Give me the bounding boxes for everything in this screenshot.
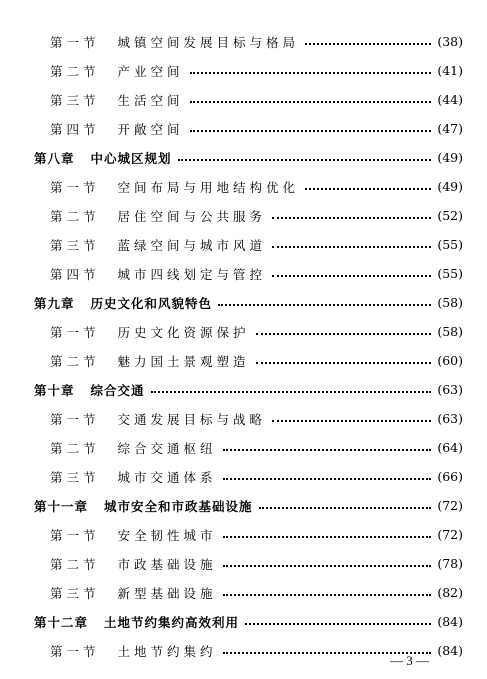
toc-section-entry[interactable] [0,433,487,462]
toc-chapter-entry[interactable] [0,491,487,520]
dot-leader [272,265,431,277]
dot-leader [223,526,432,538]
section-title: 市政基础设施 [117,556,217,572]
section-number: 第二节 [50,556,100,572]
section-number: 第三节 [50,237,100,253]
toc-chapter-entry[interactable] [0,375,487,404]
chapter-title: 历史文化和风貌特色 [90,295,213,311]
section-title: 综合交通枢纽 [117,440,217,456]
page-number: — 3 — [390,653,429,668]
dot-leader [272,207,431,219]
section-title: 土地节约集约 [117,643,217,659]
chapter-number: 第十二章 [34,614,89,630]
section-number: 第三节 [50,469,100,485]
toc-chapter-entry[interactable] [0,288,487,317]
chapter-number: 第九章 [34,295,75,311]
section-number: 第四节 [50,121,100,137]
section-title: 蓝绿空间与城市风道 [117,237,267,253]
dot-leader [223,555,432,567]
toc-section-entry[interactable] [0,27,487,56]
dot-leader [190,62,432,74]
toc-section-entry[interactable] [0,230,487,259]
page-reference: (64) [437,440,463,455]
toc-chapter-entry[interactable] [0,143,487,172]
section-number: 第三节 [50,585,100,601]
dot-leader [272,410,431,422]
section-title: 新型基础设施 [117,585,217,601]
section-title: 城市交通体系 [117,469,217,485]
dot-leader [305,178,431,190]
page-reference: (58) [437,295,463,310]
section-title: 生活空间 [117,92,184,108]
page-reference: (52) [437,208,463,223]
dot-leader [256,323,432,335]
section-title: 安全韧性城市 [117,527,217,543]
toc-section-entry[interactable] [0,404,487,433]
section-title: 居住空间与公共服务 [117,208,267,224]
page-reference: (49) [437,150,463,165]
toc-section-entry[interactable] [0,56,487,85]
section-title: 历史文化资源保护 [117,324,250,340]
page-reference: (47) [437,121,463,136]
toc-section-entry[interactable] [0,578,487,607]
page-reference: (84) [437,643,463,658]
dot-leader [272,236,431,248]
section-number: 第二节 [50,440,100,456]
dot-leader [190,91,432,103]
chapter-number: 第十章 [34,382,75,398]
page-reference: (55) [437,237,463,252]
dot-leader [305,33,431,45]
section-title: 交通发展目标与战略 [117,411,267,427]
section-number: 第一节 [50,643,100,659]
page-reference: (84) [437,614,463,629]
section-title: 产业空间 [117,63,184,79]
toc-section-entry[interactable] [0,346,487,375]
page-reference: (63) [437,411,463,426]
dot-leader [178,149,432,161]
toc-section-entry[interactable] [0,114,487,143]
toc-chapter-entry[interactable] [0,607,487,636]
page-reference: (58) [437,324,463,339]
section-number: 第二节 [50,208,100,224]
page-reference: (44) [437,92,463,107]
page-reference: (72) [437,527,463,542]
section-title: 魅力国土景观塑造 [117,353,250,369]
page-reference: (78) [437,556,463,571]
page-reference: (63) [437,382,463,397]
section-title: 开敞空间 [117,121,184,137]
toc-section-entry[interactable] [0,462,487,491]
chapter-title: 城市安全和市政基础设施 [104,498,253,514]
toc-section-entry[interactable] [0,520,487,549]
section-number: 第二节 [50,63,100,79]
dot-leader [259,497,432,509]
toc-section-entry[interactable] [0,172,487,201]
dot-leader [245,613,431,625]
toc-section-entry[interactable] [0,317,487,346]
page-reference: (82) [437,585,463,600]
page-reference: (38) [437,34,463,49]
section-number: 第一节 [50,179,100,195]
page-reference: (60) [437,353,463,368]
dot-leader [223,642,432,654]
dot-leader [218,294,431,306]
section-number: 第一节 [50,324,100,340]
page-reference: (49) [437,179,463,194]
page-reference: (55) [437,266,463,281]
chapter-title: 中心城区规划 [90,150,172,166]
chapter-number: 第十一章 [34,498,89,514]
dot-leader [256,352,432,364]
chapter-title: 土地节约集约高效利用 [104,614,240,630]
page-reference: (66) [437,469,463,484]
toc-section-entry[interactable] [0,201,487,230]
dot-leader [223,439,432,451]
section-number: 第一节 [50,411,100,427]
chapter-title: 综合交通 [90,382,145,398]
dot-leader [223,584,432,596]
section-title: 城市四线划定与管控 [117,266,267,282]
section-title: 城镇空间发展目标与格局 [117,34,300,50]
dot-leader [151,381,432,393]
toc-section-entry[interactable] [0,85,487,114]
toc-section-entry[interactable] [0,549,487,578]
page-reference: (41) [437,63,463,78]
section-title: 空间布局与用地结构优化 [117,179,300,195]
section-number: 第一节 [50,527,100,543]
dot-leader [190,120,432,132]
table-of-contents [0,27,487,665]
section-number: 第二节 [50,353,100,369]
page-reference: (72) [437,498,463,513]
toc-section-entry[interactable] [0,259,487,288]
chapter-number: 第八章 [34,150,75,166]
dot-leader [223,468,432,480]
section-number: 第一节 [50,34,100,50]
section-number: 第四节 [50,266,100,282]
section-number: 第三节 [50,92,100,108]
